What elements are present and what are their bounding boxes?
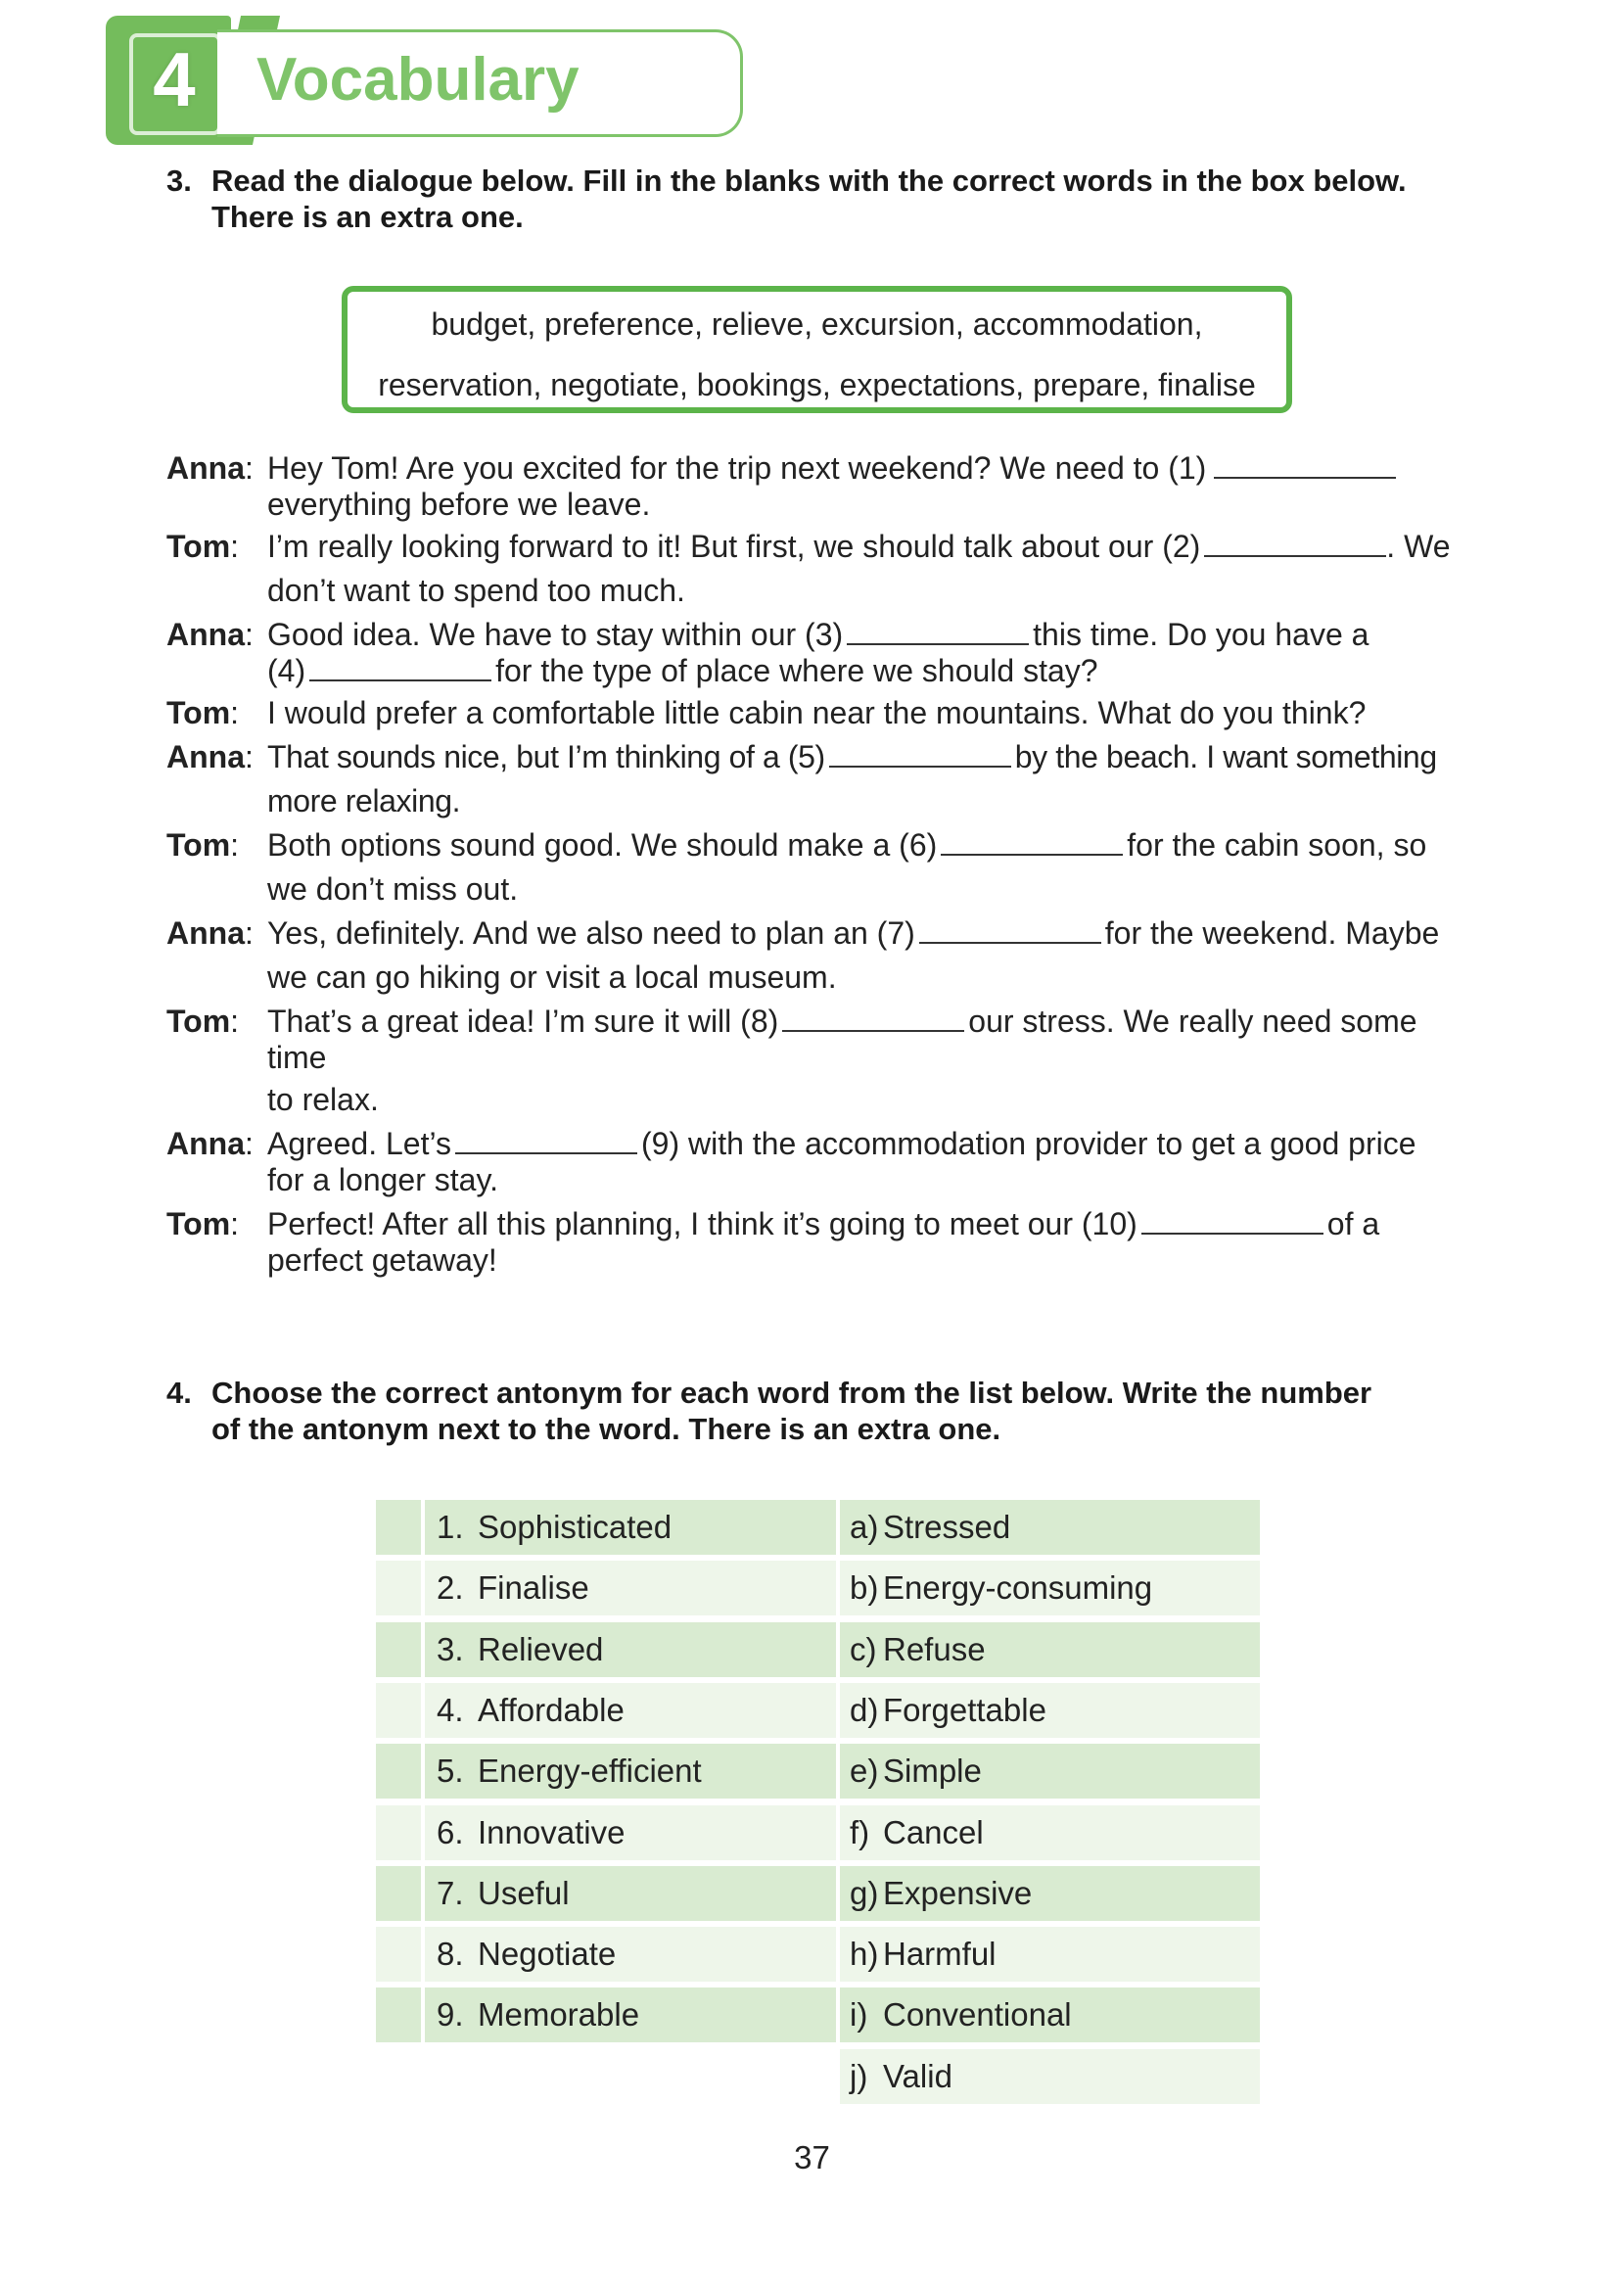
antonym-text: Expensive xyxy=(883,1875,1033,1911)
word-number: 7. xyxy=(437,1875,464,1911)
exercise-4-instruction-line-1: Choose the correct antonym for each word from the list below. Write the number xyxy=(211,1376,1372,1410)
word-cell xyxy=(425,1561,836,1615)
word-number: 4. xyxy=(437,1692,464,1728)
antonym-cell xyxy=(840,1987,1260,2042)
blank-6[interactable] xyxy=(941,828,1123,856)
speaker-label: Tom: xyxy=(166,1206,240,1241)
word-number: 1. xyxy=(437,1509,464,1545)
antonym-letter: h) xyxy=(850,1936,879,1972)
speaker-label: Anna: xyxy=(166,739,254,774)
word-box-line-1: budget, preference, relieve, excursion, accommodation, xyxy=(431,306,1203,342)
word-text: Affordable xyxy=(478,1692,625,1728)
dialogue-line-7: Anna: Yes, definitely. And we also need to plan an (7) for the weekend. Maybe we can go hiking or visit a local museum. xyxy=(166,915,1440,995)
blank-5[interactable] xyxy=(829,740,1011,768)
speaker-label: Tom: xyxy=(166,529,240,564)
answer-cell[interactable] xyxy=(376,1866,421,1921)
word-cell xyxy=(425,1744,836,1799)
word-text: Energy-efficient xyxy=(478,1753,702,1789)
antonym-letter: e) xyxy=(850,1753,879,1789)
speaker-label: Tom: xyxy=(166,695,240,730)
unit-number: 4 xyxy=(153,36,196,122)
blank-7[interactable] xyxy=(919,916,1101,944)
word-text: Useful xyxy=(478,1875,570,1911)
word-cell xyxy=(425,1622,836,1677)
dialogue-line-2: Tom: I’m really looking forward to it! But first, we should talk about our (2) . We don’t want to spend too much. xyxy=(166,529,1451,608)
answer-cell[interactable] xyxy=(376,1987,421,2042)
antonym-text: Harmful xyxy=(883,1936,997,1972)
word-cell xyxy=(425,1683,836,1738)
word-cell xyxy=(425,1866,836,1921)
answer-cell[interactable] xyxy=(376,1622,421,1677)
answer-cell[interactable] xyxy=(376,1561,421,1615)
dialogue-line-8: Tom: That’s a great idea! I’m sure it will (8) our stress. We really need some time to relax. xyxy=(166,1004,1417,1117)
word-box-line-2: reservation, negotiate, bookings, expectations, prepare, finalise xyxy=(378,367,1256,402)
speaker-label: Anna: xyxy=(166,1126,254,1161)
antonym-letter: c) xyxy=(850,1631,877,1667)
antonym-text: Stressed xyxy=(883,1509,1011,1545)
dialogue-line-5: Anna: That sounds nice, but I’m thinking of a (5) by the beach. I want something more relaxing. xyxy=(166,739,1437,818)
dialogue-line-3: Anna: Good idea. We have to stay within our (3) this time. Do you have a (4) for the type of place where we should stay? xyxy=(166,617,1369,688)
word-text: Sophisticated xyxy=(478,1509,673,1545)
speaker-label: Anna: xyxy=(166,915,254,951)
speaker-label: Anna: xyxy=(166,450,254,486)
table-row xyxy=(376,1927,1260,1982)
section-title: Vocabulary xyxy=(256,46,580,114)
word-cell xyxy=(425,1805,836,1860)
table-row xyxy=(376,1744,1260,1799)
word-number: 8. xyxy=(437,1936,464,1972)
antonym-text: Valid xyxy=(883,2058,952,2094)
antonym-cell xyxy=(840,1805,1260,1860)
exercise-3-number: 3. xyxy=(166,164,192,198)
antonym-cell xyxy=(840,2049,1260,2104)
antonym-cell xyxy=(840,1927,1260,1982)
antonym-cell xyxy=(840,1866,1260,1921)
answer-cell[interactable] xyxy=(376,1683,421,1738)
antonym-text: Forgettable xyxy=(883,1692,1046,1728)
dialogue-line-4: Tom: I would prefer a comfortable little cabin near the mountains. What do you think? xyxy=(166,695,1367,730)
word-number: 5. xyxy=(437,1753,464,1789)
table-row xyxy=(376,1866,1260,1921)
table-row xyxy=(376,1500,1260,1555)
answer-cell[interactable] xyxy=(376,1500,421,1555)
antonym-text: Energy-consuming xyxy=(883,1569,1153,1606)
blank-1[interactable] xyxy=(1214,451,1396,479)
exercise-4-instruction xyxy=(166,1375,1478,1447)
page-number: 37 xyxy=(794,2139,830,2175)
blank-2[interactable] xyxy=(1204,530,1386,557)
word-number: 3. xyxy=(437,1631,464,1667)
exercise-3-instruction-line-1: Read the dialogue below. Fill in the blanks with the correct words in the box below. xyxy=(211,164,1407,198)
antonym-letter: g) xyxy=(850,1875,879,1911)
antonym-text: Cancel xyxy=(883,1814,984,1850)
antonym-letter: f) xyxy=(850,1814,870,1850)
blank-4[interactable] xyxy=(309,654,491,681)
speaker-label: Anna: xyxy=(166,617,254,652)
word-cell xyxy=(425,1500,836,1555)
table-row xyxy=(376,2049,1260,2104)
word-cell xyxy=(425,1987,836,2042)
dialogue-line-6: Tom: Both options sound good. We should make a (6) for the cabin soon, so we don’t miss out. xyxy=(166,827,1427,907)
table-row xyxy=(376,1561,1260,1615)
antonym-cell xyxy=(840,1561,1260,1615)
word-text: Finalise xyxy=(478,1569,589,1606)
blank-3[interactable] xyxy=(847,618,1029,645)
blank-9[interactable] xyxy=(455,1127,637,1154)
word-text: Innovative xyxy=(478,1814,626,1850)
antonym-letter: b) xyxy=(850,1569,879,1606)
word-text: Relieved xyxy=(478,1631,604,1667)
exercise-3-instruction xyxy=(166,163,1478,235)
table-row xyxy=(376,1987,1260,2042)
antonym-letter: i) xyxy=(850,1996,868,2033)
antonym-text: Conventional xyxy=(883,1996,1072,2033)
antonym-cell xyxy=(840,1622,1260,1677)
table-row xyxy=(376,1805,1260,1860)
word-text: Negotiate xyxy=(478,1936,617,1972)
dialogue-line-10: Tom: Perfect! After all this planning, I think it’s going to meet our (10) of a perfect getaway! xyxy=(166,1206,1380,1278)
speaker-label: Tom: xyxy=(166,827,240,863)
answer-cell[interactable] xyxy=(376,1805,421,1860)
word-number: 6. xyxy=(437,1814,464,1850)
antonym-text: Simple xyxy=(883,1753,982,1789)
answer-cell[interactable] xyxy=(376,1927,421,1982)
dialogue-line-9: Anna: Agreed. Let’s (9) with the accommodation provider to get a good price for a longer stay. xyxy=(166,1126,1416,1197)
table-row xyxy=(376,1683,1260,1738)
blank-10[interactable] xyxy=(1141,1207,1323,1235)
word-cell xyxy=(425,1927,836,1982)
answer-cell[interactable] xyxy=(376,1744,421,1799)
antonym-text: Refuse xyxy=(883,1631,986,1667)
word-number: 9. xyxy=(437,1996,464,2033)
exercise-4-number: 4. xyxy=(166,1376,192,1410)
antonym-letter: d) xyxy=(850,1692,879,1728)
antonym-cell xyxy=(840,1683,1260,1738)
antonym-letter: a) xyxy=(850,1509,879,1545)
antonym-cell xyxy=(840,1744,1260,1799)
word-number: 2. xyxy=(437,1569,464,1606)
blank-8[interactable] xyxy=(782,1005,964,1032)
word-box xyxy=(342,286,1292,413)
word-text: Memorable xyxy=(478,1996,640,2033)
antonym-letter: j) xyxy=(850,2058,868,2094)
antonym-cell xyxy=(840,1500,1260,1555)
table-row xyxy=(376,1622,1260,1677)
exercise-3-instruction-line-2: There is an extra one. xyxy=(211,200,524,234)
exercise-4-instruction-line-2: of the antonym next to the word. There is an extra one. xyxy=(211,1412,1001,1446)
dialogue-line-1: Anna: Hey Tom! Are you excited for the trip next weekend? We need to (1) everything before we leave. xyxy=(166,450,1478,523)
speaker-label: Tom: xyxy=(166,1004,240,1039)
